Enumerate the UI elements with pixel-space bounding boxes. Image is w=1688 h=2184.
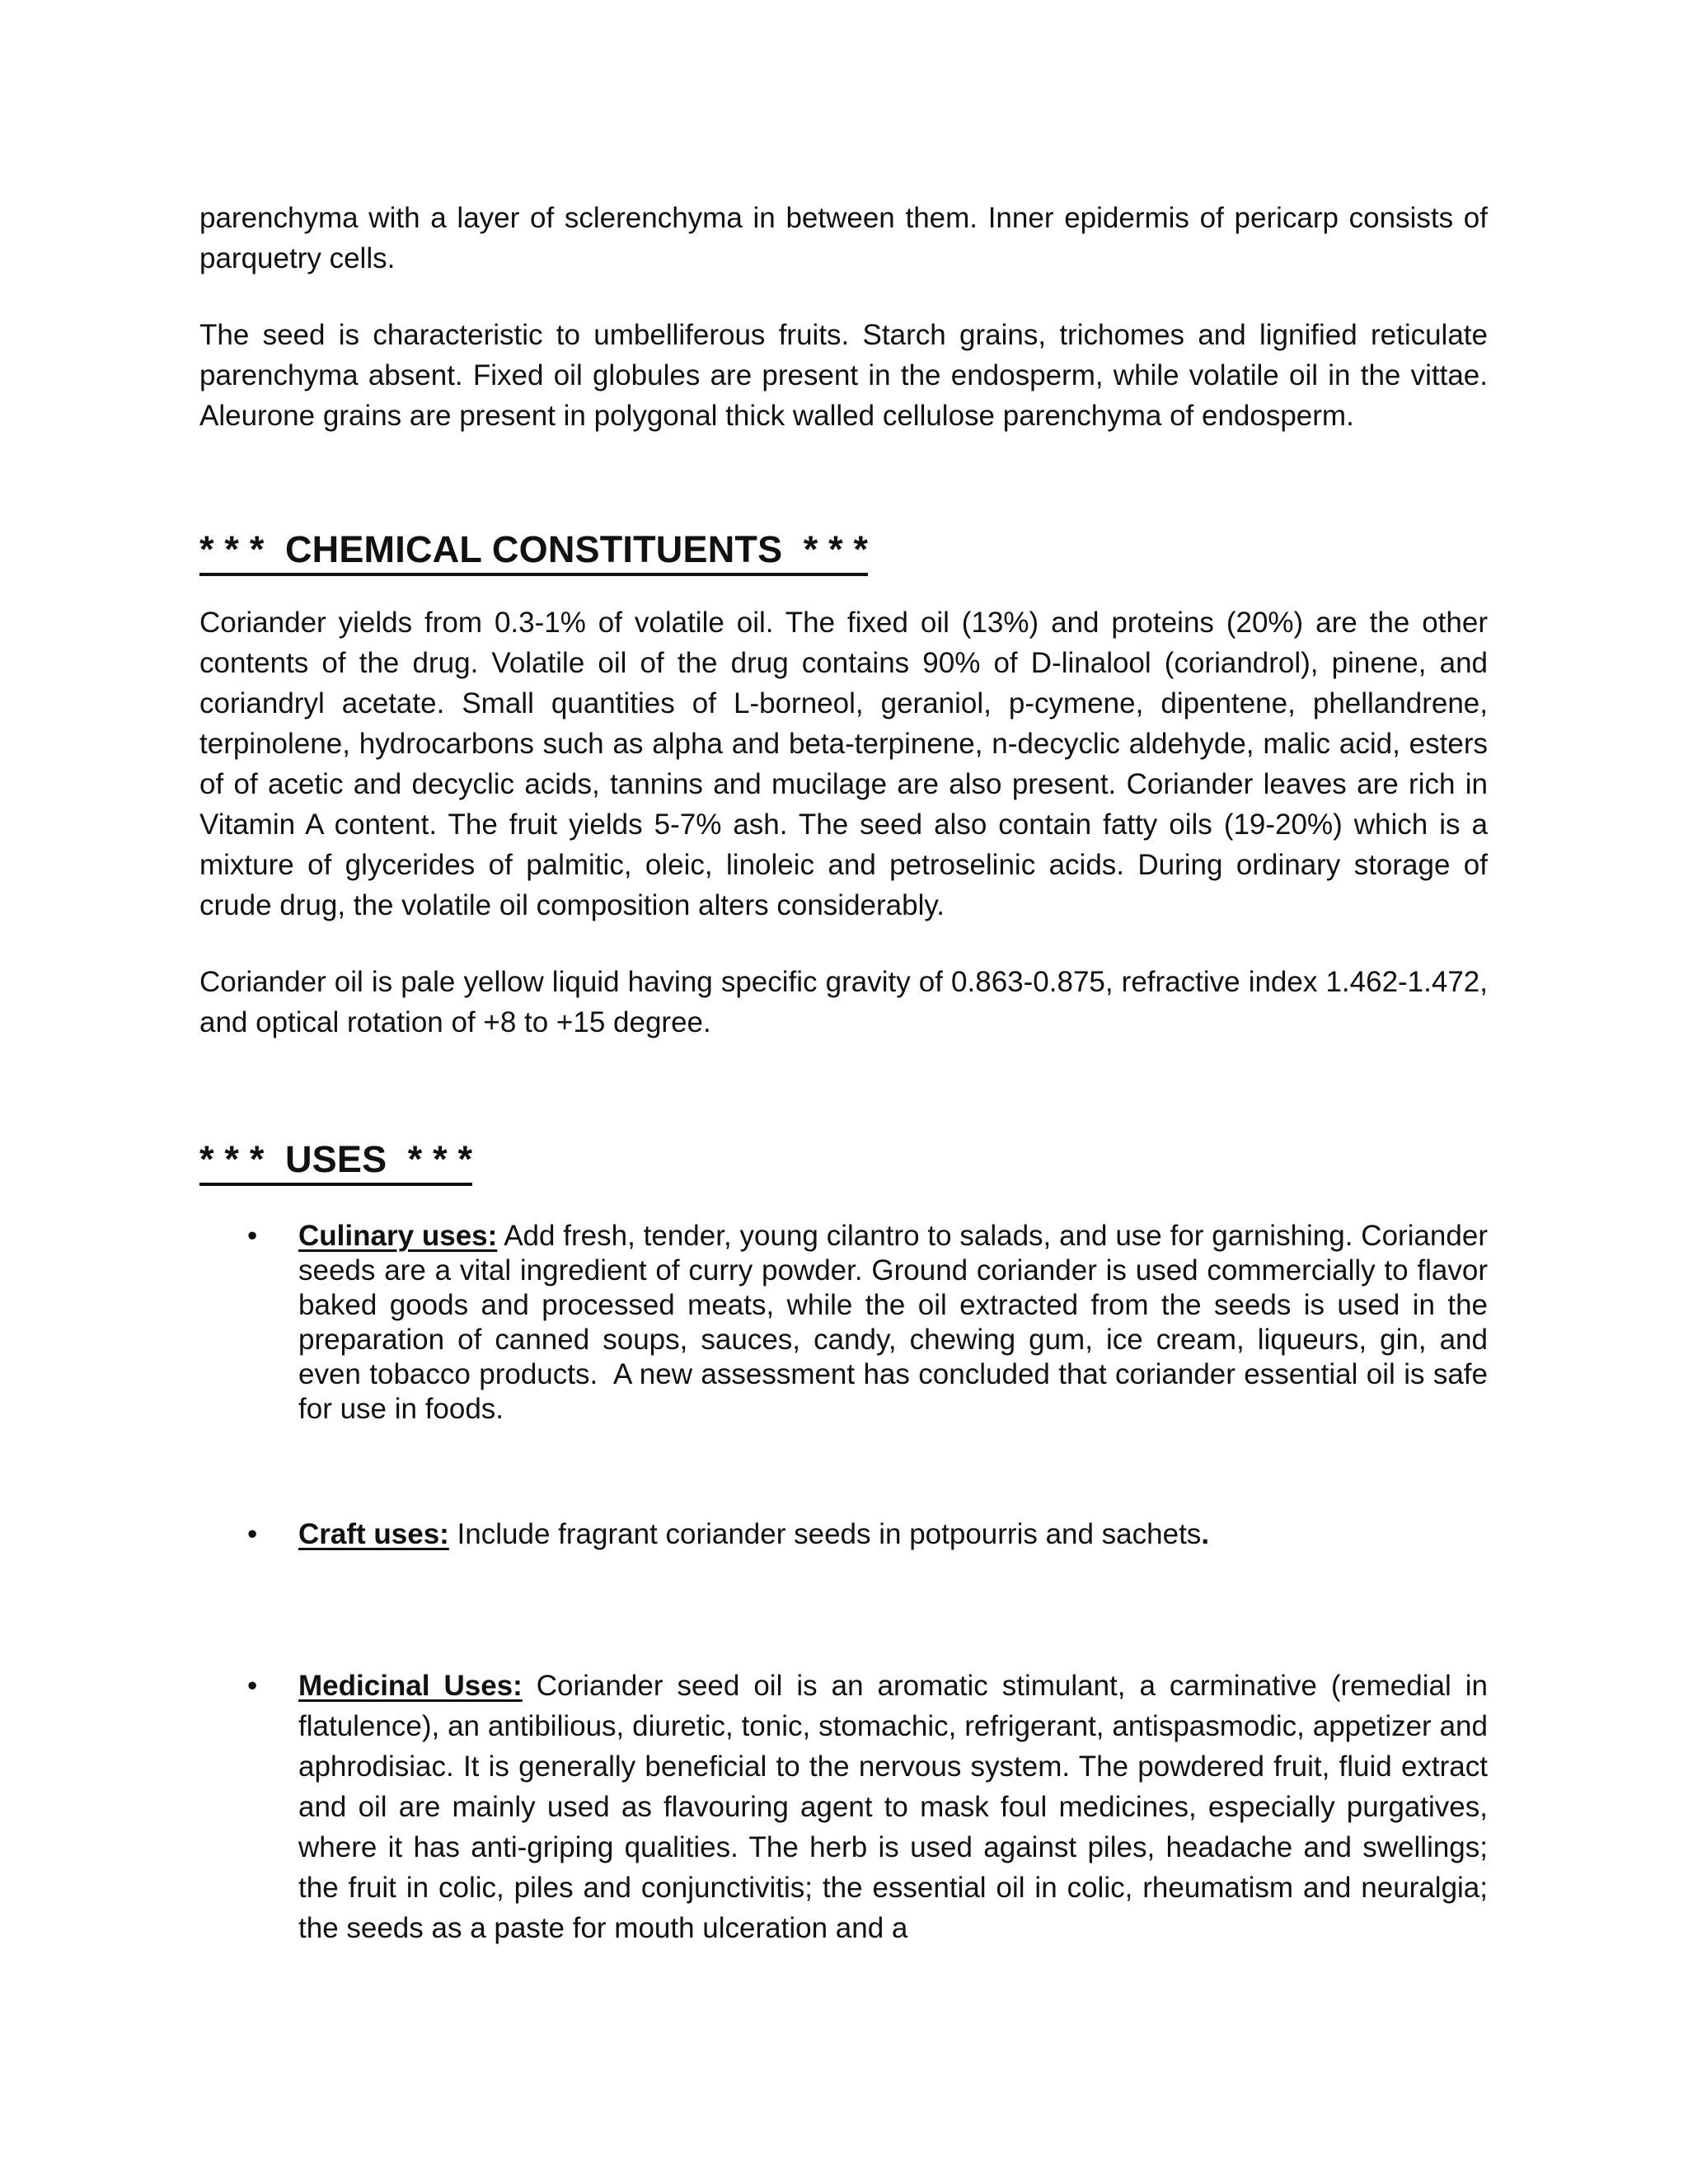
chemical-constituents-section-header	[199, 527, 1488, 576]
craft-uses-tail: .	[1201, 1518, 1210, 1550]
chemical-paragraph-2: Coriander oil is pale yellow liquid having specific gravity of 0.863-0.875, refractive index 1.462-1.472, and optical rotation of +8 to +15 degree.	[199, 966, 1488, 1038]
list-item-medicinal-uses	[199, 1666, 1488, 1948]
uses-heading: * * * USES * * *	[199, 1137, 472, 1186]
chemical-paragraph-1: Coriander yields from 0.3-1% of volatile oil. The fixed oil (13%) and proteins (20%) are the other contents of the drug. Volatile oil of the drug contains 90% of D-linalool (coriandrol), pinene, and coriandryl acetate. Small quantities of L-borneol, geraniol, p-cymene, dipentene, phellandrene, terpinolene, hydrocarbons such as alpha and beta-terpinene, n-decyclic aldehyde, malic acid, esters of of acetic and decyclic acids, tannins and mucilage are also present. Coriander leaves are rich in Vitamin A content. The fruit yields 5-7% ash. The seed also contain fatty oils (19-20%) which is a mixture of glycerides of palmitic, oleic, linoleic and petroselinic acids. During ordinary storage of crude drug, the volatile oil composition alters considerably.	[199, 607, 1488, 921]
intro-paragraph-1: parenchyma with a layer of sclerenchyma in between them. Inner epidermis of pericarp consists of parquetry cells.	[199, 202, 1488, 274]
craft-uses-text: Include fragrant coriander seeds in potpourris and sachets	[448, 1518, 1202, 1550]
page-content	[199, 198, 1496, 1948]
chemical-constituents-heading: * * * CHEMICAL CONSTITUENTS * * *	[199, 527, 868, 576]
list-item-craft-uses	[199, 1517, 1488, 1552]
uses-section-header	[199, 1137, 1488, 1186]
intro-paragraph-2: The seed is characteristic to umbelliferous fruits. Starch grains, trichomes and lignified reticulate parenchyma absent. Fixed oil globules are present in the endosperm, while volatile oil in the vittae. Aleurone grains are present in polygonal thick walled cellulose parenchyma of endosperm.	[199, 319, 1488, 432]
bullet-icon: •	[247, 1518, 258, 1550]
uses-list	[199, 1219, 1496, 1948]
medicinal-uses-term: Medicinal Uses:	[298, 1670, 523, 1702]
culinary-uses-term: Culinary uses:	[298, 1220, 498, 1252]
culinary-uses-text: Add fresh, tender, young cilantro to salads, and use for garnishing. Coriander seeds are a vital ingredient of curry powder. Ground coriander is used commercially to flavor baked goods and processed meats, while the oil extracted from the seeds is used in the preparation of canned soups, sauces, candy, chewing gum, ice cream, liqueurs, gin, and even tobacco products. A new assessment has concluded that coriander essential oil is safe for use in foods.	[298, 1220, 1496, 1425]
medicinal-uses-text: Coriander seed oil is an aromatic stimulant, a carminative (remedial in flatulence), an antibilious, diuretic, tonic, stomachic, refrigerant, antispasmodic, appetizer and aphrodisiac. It is generally beneficial to the nervous system. The powdered fruit, fluid extract and oil are mainly used as flavouring agent to mask foul medicines, especially purgatives, where it has anti-griping qualities. The herb is used against piles, headache and swellings; the fruit in colic, piles and conjunctivitis; the essential oil in colic, rheumatism and neuralgia; the seeds as a paste for mouth ulceration and a	[298, 1670, 1488, 1944]
bullet-icon: •	[247, 1670, 258, 1702]
craft-uses-term: Craft uses:	[298, 1518, 449, 1550]
bullet-icon: •	[247, 1220, 258, 1252]
list-item-culinary-uses	[199, 1219, 1496, 1427]
